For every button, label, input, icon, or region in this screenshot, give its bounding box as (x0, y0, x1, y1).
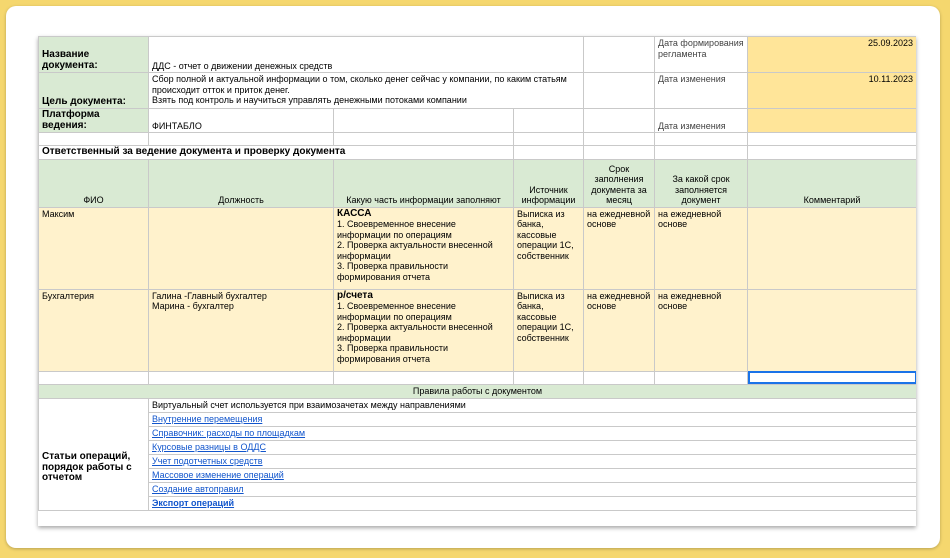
rules-link-cell[interactable] (149, 412, 917, 426)
rules-link-cell[interactable] (149, 468, 917, 482)
empty-cell[interactable] (584, 37, 655, 73)
row-2-info-item: 3. Проверка правильности формирования отчета (337, 343, 449, 364)
spreadsheet-grid (38, 36, 916, 511)
row-1-info-part[interactable] (334, 207, 514, 289)
goal-line-2: Взять под контроль и научиться управлять денежными потоками компании (152, 95, 467, 105)
row-1-position[interactable] (149, 207, 334, 289)
link-create-autorules[interactable]: Создание автоправил (152, 484, 244, 494)
col-header-period[interactable]: За какой срок заполняется документ (655, 159, 748, 207)
empty-cell[interactable] (514, 133, 584, 146)
row-1-info-title: КАССА (337, 207, 372, 219)
screenshot-frame (6, 6, 940, 548)
date-changed-label[interactable]: Дата изменения (655, 73, 748, 109)
col-header-fio[interactable]: ФИО (39, 159, 149, 207)
empty-cell[interactable] (39, 133, 149, 146)
rules-left-label[interactable]: Статьи операций, порядок работы с отчетом (39, 398, 149, 510)
col-header-deadline[interactable]: Срок заполнения документа за месяц (584, 159, 655, 207)
row-2-info-item: 2. Проверка актуальности внесенной информации (337, 322, 493, 343)
row-2-info-title: р/счета (337, 289, 373, 301)
row-2-fio[interactable]: Бухгалтерия (39, 289, 149, 371)
empty-cell[interactable] (584, 133, 655, 146)
col-header-comment[interactable]: Комментарий (748, 159, 917, 207)
link-internal-transfers[interactable]: Внутренние перемещения (152, 414, 263, 424)
spreadsheet (38, 36, 916, 526)
col-header-source[interactable]: Источник информации (514, 159, 584, 207)
link-mass-edit[interactable]: Массовое изменение операций (152, 470, 284, 480)
row-1-fio[interactable]: Максим (39, 207, 149, 289)
rules-link-cell[interactable] (149, 426, 917, 440)
link-expense-reference[interactable]: Справочник: расходы по площадкам (152, 428, 306, 438)
row-2-info-part[interactable] (334, 289, 514, 371)
row-2-deadline[interactable]: на ежедневной основе (584, 289, 655, 371)
doc-name-label[interactable]: Название документа: (39, 37, 149, 73)
date-changed-label-2[interactable]: Дата изменения (655, 109, 748, 133)
empty-cell[interactable] (149, 371, 334, 384)
date-formed-value[interactable]: 25.09.2023 (748, 37, 917, 73)
row-2-comment[interactable] (748, 289, 917, 371)
row-1-info-item: 1. Своевременное внесение информации по операциям (337, 219, 456, 240)
goal-line-1: Сбор полной и актуальной информации о том, сколько денег сейчас у компании, по каким статьям происходит отток и приток денег. (152, 74, 567, 95)
empty-cell[interactable] (334, 371, 514, 384)
link-export-operations[interactable]: Экспорт операций (152, 498, 235, 508)
empty-cell[interactable] (514, 109, 584, 133)
date-formed-label[interactable]: Дата формирования регламента (655, 37, 748, 73)
platform-label[interactable]: Платформа ведения: (39, 109, 149, 133)
doc-name-value[interactable]: ДДС - отчет о движении денежных средств (149, 37, 584, 73)
row-2-position[interactable]: Галина -Главный бухгалтер Марина - бухгалтер (149, 289, 334, 371)
empty-cell[interactable] (334, 109, 514, 133)
link-accountable-funds[interactable]: Учет подотчетных средств (152, 456, 263, 466)
row-2-source[interactable]: Выписка из банка, кассовые операции 1С, собственник (514, 289, 584, 371)
empty-cell[interactable] (39, 371, 149, 384)
empty-cell[interactable] (584, 371, 655, 384)
rules-link-cell[interactable] (149, 440, 917, 454)
empty-cell[interactable] (655, 146, 748, 160)
empty-cell[interactable] (584, 146, 655, 160)
empty-cell[interactable] (748, 133, 917, 146)
col-header-position[interactable]: Должность (149, 159, 334, 207)
row-1-comment[interactable] (748, 207, 917, 289)
empty-cell[interactable] (334, 133, 514, 146)
empty-cell[interactable] (149, 133, 334, 146)
date-changed-value[interactable]: 10.11.2023 (748, 73, 917, 109)
row-1-info-item: 2. Проверка актуальности внесенной информации (337, 240, 493, 261)
row-1-info-item: 3. Проверка правильности формирования отчета (337, 261, 449, 282)
row-2-info-item: 1. Своевременное внесение информации по операциям (337, 301, 456, 322)
col-header-info-part[interactable]: Какую часть информации заполняют (334, 159, 514, 207)
section-responsible-title[interactable]: Ответственный за ведение документа и проверку документа (39, 146, 514, 160)
empty-cell[interactable] (584, 109, 655, 133)
row-1-deadline[interactable]: на ежедневной основе (584, 207, 655, 289)
rules-title[interactable]: Правила работы с документом (39, 384, 917, 398)
empty-cell[interactable] (655, 371, 748, 384)
link-exchange-differences[interactable]: Курсовые разницы в ОДДС (152, 442, 266, 452)
goal-label[interactable]: Цель документа: (39, 73, 149, 109)
empty-cell[interactable] (514, 146, 584, 160)
rules-link-cell[interactable] (149, 496, 917, 510)
date-changed-value-2[interactable] (748, 109, 917, 133)
row-1-period[interactable]: на ежедневной основе (655, 207, 748, 289)
empty-cell[interactable] (655, 133, 748, 146)
empty-cell[interactable] (748, 146, 917, 160)
selected-cell[interactable] (748, 371, 917, 384)
row-2-period[interactable]: на ежедневной основе (655, 289, 748, 371)
row-1-source[interactable]: Выписка из банка, кассовые операции 1С, собственник (514, 207, 584, 289)
platform-value[interactable]: ФИНТАБЛО (149, 109, 334, 133)
empty-cell[interactable] (514, 371, 584, 384)
rules-link-cell[interactable] (149, 482, 917, 496)
empty-cell[interactable] (584, 73, 655, 109)
rules-first-line[interactable]: Виртуальный счет используется при взаимозачетах между направлениями (149, 398, 917, 412)
rules-link-cell[interactable] (149, 454, 917, 468)
goal-value[interactable] (149, 73, 584, 109)
